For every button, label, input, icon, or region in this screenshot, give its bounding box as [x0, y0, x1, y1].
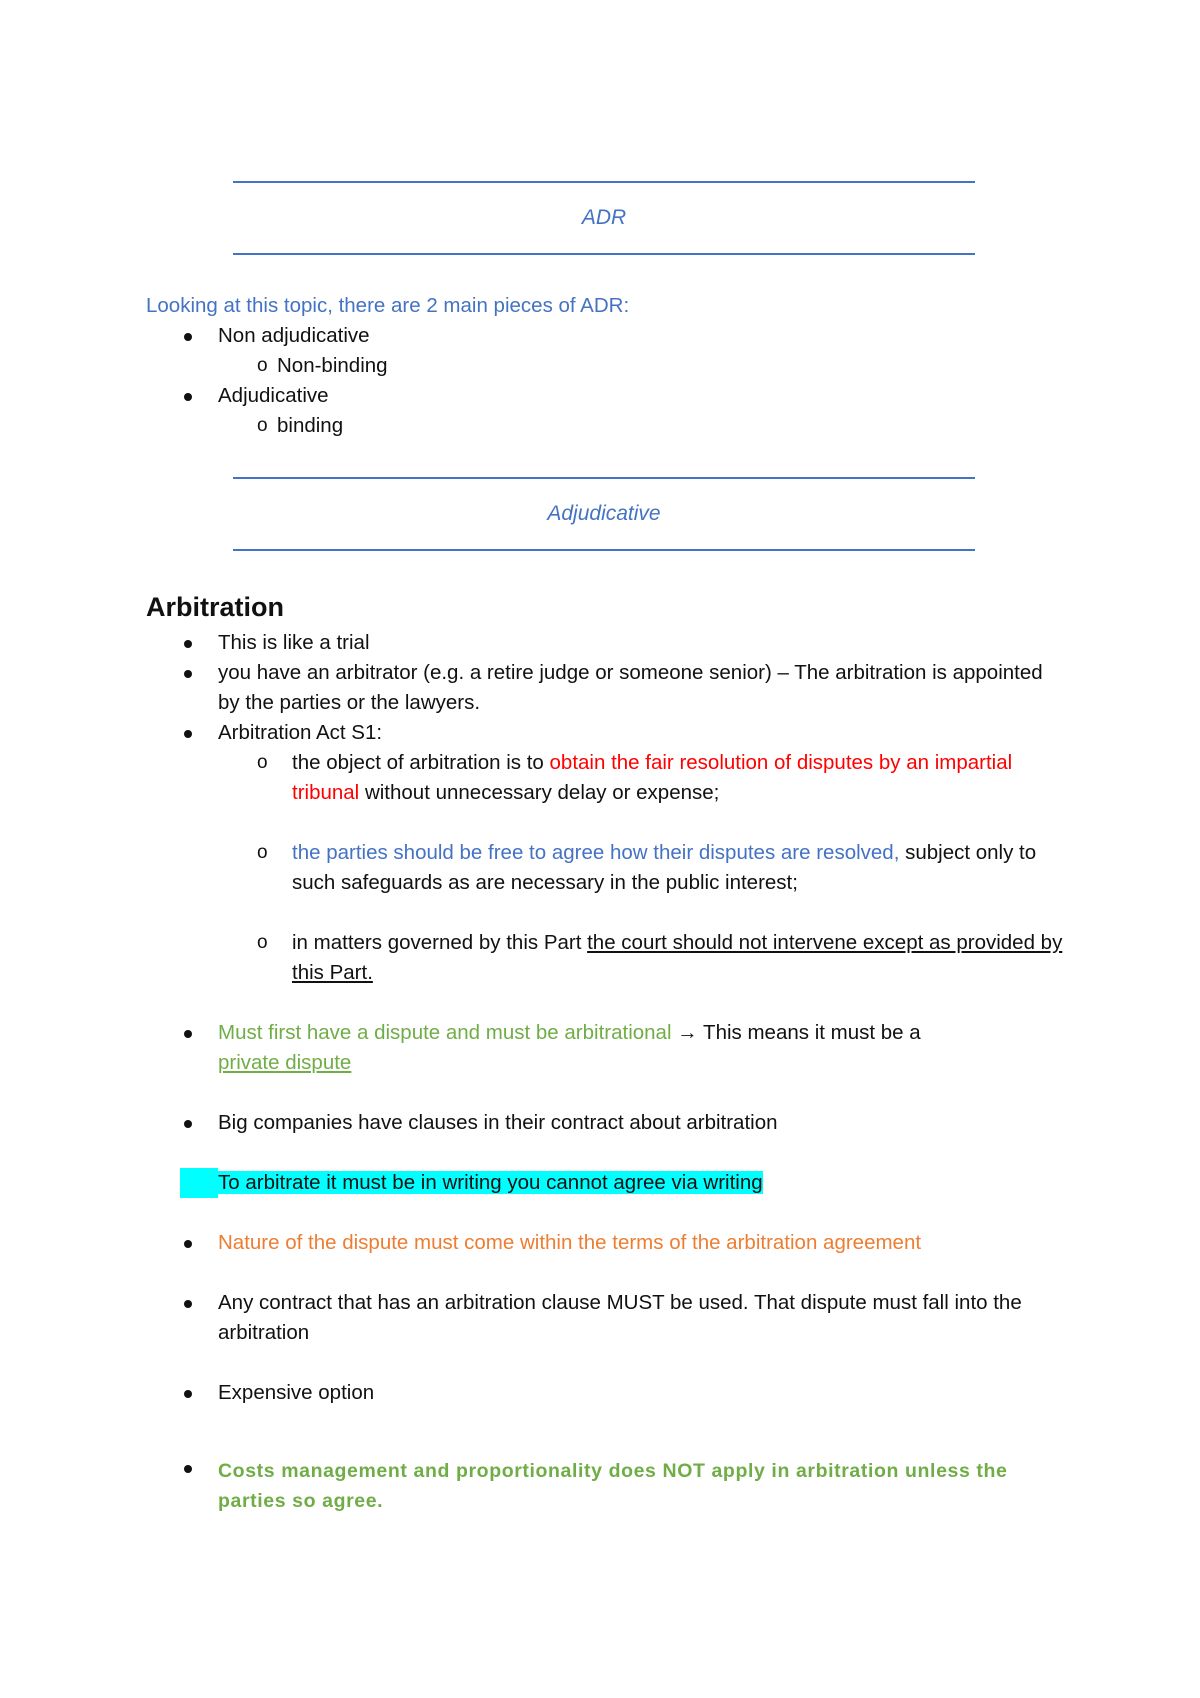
list-item-label: This is like a trial — [218, 631, 370, 654]
emphasis-text-green: Must first have a dispute and must be arbitrational — [218, 1021, 672, 1044]
list-item-label: Adjudicative — [218, 384, 329, 407]
list-item-label: Arbitration Act S1: — [218, 721, 383, 744]
quote-header-adr — [233, 181, 975, 255]
emphasis-text-orange: Nature of the dispute must come within the terms of the arbitration agreement — [218, 1231, 922, 1254]
bullet-icon — [184, 1030, 192, 1038]
sub-list-item-label: Non-binding — [277, 354, 388, 377]
section-heading: Arbitration — [146, 592, 284, 622]
circle-bullet-icon: o — [257, 932, 268, 953]
list-item — [146, 1378, 1076, 1408]
sub-list-item — [146, 838, 1082, 898]
list-item — [146, 628, 1076, 658]
bullet-icon — [184, 1465, 192, 1473]
list-item — [146, 1288, 1078, 1348]
list-item — [146, 1108, 1076, 1138]
sub-list-item — [146, 928, 1072, 988]
emphasis-text-blue: the parties should be free to agree how their disputes are resolved, — [292, 841, 900, 864]
rule-line — [233, 181, 975, 183]
underlined-text: private dispute — [218, 1051, 352, 1074]
bullet-icon — [184, 1120, 192, 1128]
list-item — [146, 1018, 978, 1078]
highlight-marker — [180, 1168, 218, 1198]
list-item — [146, 718, 1076, 748]
list-item — [146, 381, 1076, 411]
list-item — [146, 658, 1058, 718]
underlined-text: the court should not intervene except as provided by this Part. — [292, 931, 1063, 984]
circle-bullet-icon: o — [257, 752, 268, 773]
list-item-label: you have an arbitrator (e.g. a retire judge or someone senior) – The arbitration is appointed by the parties or the lawyers. — [218, 661, 1043, 714]
list-item — [146, 1228, 1076, 1258]
rule-line — [233, 549, 975, 551]
list-item — [146, 321, 1076, 351]
quote-header-adjudicative — [233, 477, 975, 551]
highlighted-text: To arbitrate it must be in writing you cannot agree via writing — [218, 1171, 763, 1194]
sub-text: without unnecessary delay or expense; — [359, 781, 720, 804]
quote-title: ADR — [581, 206, 627, 229]
rule-line — [233, 477, 975, 479]
emphasis-text-green: Costs management and proportionality does NOT apply in arbitration unless the parties so agree. — [218, 1460, 1008, 1512]
bullet-icon — [184, 393, 192, 401]
sub-text: the object of arbitration is to — [292, 751, 550, 774]
bullet-icon — [184, 1390, 192, 1398]
sub-text: subject only to such safeguards as are necessary in the public interest; — [292, 841, 1037, 894]
sub-list-item — [146, 748, 1052, 808]
bullet-icon — [184, 1240, 192, 1248]
circle-bullet-icon: o — [257, 842, 268, 863]
sub-list-item — [146, 411, 1076, 441]
list-item-label: This means it must be a — [703, 1021, 921, 1044]
rule-line — [233, 253, 975, 255]
adr-list — [146, 321, 1076, 441]
list-item-label: Expensive option — [218, 1381, 375, 1404]
arbitration-list — [146, 628, 1076, 1516]
bullet-icon — [184, 333, 192, 341]
circle-bullet-icon: o — [257, 415, 268, 436]
list-item-label: Non adjudicative — [218, 324, 370, 347]
sub-text: in matters governed by this Part — [292, 931, 588, 954]
bullet-icon — [184, 1300, 192, 1308]
sub-list-item-label: binding — [277, 414, 344, 437]
intro-text: Looking at this topic, there are 2 main pieces of ADR: — [146, 294, 630, 317]
arrow-right-icon: → — [671, 1021, 704, 1044]
bullet-icon — [184, 670, 192, 678]
circle-bullet-icon: o — [257, 355, 268, 376]
list-item — [146, 1168, 1076, 1198]
bullet-icon — [184, 730, 192, 738]
list-item — [146, 1456, 1058, 1516]
emphasis-text-red: obtain the fair resolution of disputes by an impartial tribunal — [292, 751, 1013, 804]
quote-title: Adjudicative — [547, 502, 661, 525]
list-item-label: Any contract that has an arbitration clause MUST be used. That dispute must fall into the arbitration — [218, 1291, 1022, 1344]
sub-list-item — [146, 351, 1076, 381]
bullet-icon — [184, 640, 192, 648]
list-item-label: Big companies have clauses in their contract about arbitration — [218, 1111, 778, 1134]
